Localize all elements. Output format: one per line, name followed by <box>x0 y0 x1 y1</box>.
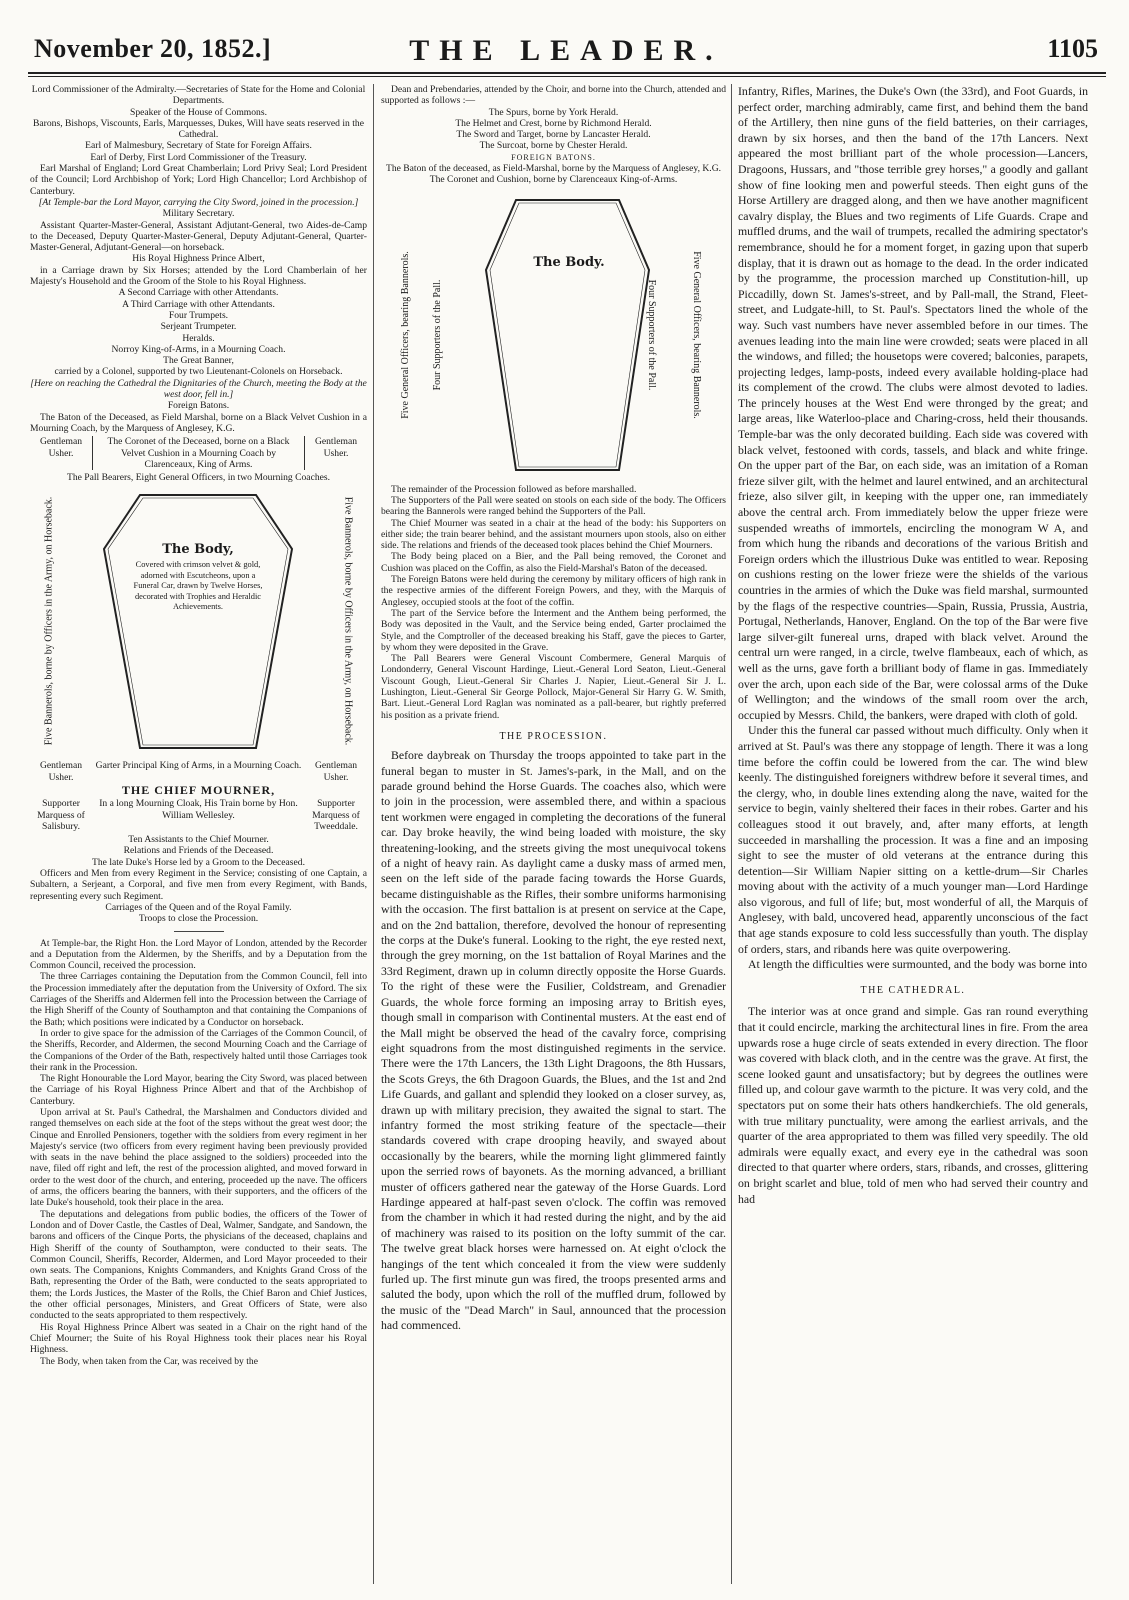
pall-supporters-right: Four Supporters of the Pall. <box>646 279 657 391</box>
coffin-description <box>521 254 617 273</box>
coffin-outline <box>30 489 367 754</box>
list-item: in a Carriage drawn by Six Horses; attended by the Lord Chamberlain of her Majesty's Household and the Groom of the Stole to his Royal Highness. <box>30 264 367 288</box>
list-item: Assistant Quarter-Master-General, Assistant Adjutant-General, two Aides-de-Camp to the Deceased, Deputy Quarter-Master-General, Deputy Adjutant-General, Quarter-Master-General, Adjutant-General—on horseback. <box>30 219 367 254</box>
dignitaries-note: [Here on reaching the Cathedral the Dignitaries of the Church, meeting the Body at the west door, fell in.] <box>30 377 367 401</box>
paragraph: The Pall Bearers were General Viscount Combermere, General Marquis of Londonderry, General Viscount Hardinge, Lieut.-General Lord Seaton, Lieut.-General Viscount Gough, Lieut.-General Sir Charles J. Napier, Lieut.-General Sir J. L. Lushington, Lieut.-General Sir George Pollock, Major-General Sir Harry G. W. Smith, Bart. Lieut.-General Lord Raglan was nominated as a pall-bearer, but rightly preferred his position as a private friend. <box>381 653 726 721</box>
list-item: Troops to close the Procession. <box>138 913 259 925</box>
list-item: The Surcoat, borne by Chester Herald. <box>479 140 628 152</box>
column-2 <box>381 84 726 1584</box>
list-item: Barons, Bishops, Viscounts, Earls, Marquesses, Dukes, Will have seats reserved in the Cathedral. <box>33 117 364 141</box>
list-item: Officers and Men from every Regiment in the Service; consisting of one Captain, a Subaltern, a Serjeant, a Corporal, and five men from every Regiment, with Bands, representing every such Regiment. <box>30 868 367 902</box>
list-item: The Baton of the deceased, as Field-Marshal, borne by the Marquess of Anglesey, K.G. <box>385 163 722 175</box>
coronet-group <box>30 436 367 470</box>
paragraph: The remainder of the Procession followed as before marshalled. <box>391 483 637 495</box>
issue-date: November 20, 1852.] <box>34 34 272 63</box>
column-1 <box>30 84 367 1584</box>
chief-mourner-group <box>30 798 367 832</box>
garter-group <box>30 760 367 783</box>
paragraph: The interior was at once grand and simple. Gas ran round everything that it could encircle, marking the architectural lines in fire. From the area upwards rose a huge circle of seats extended in every direction. The floor was covered with black cloth, and in the centre was the grave. At first, the scene looked gaunt and unsatisfactory; but by degrees the outlines were filled up, and colour gave warmth to the picture. It was very cold, and the spectators put on some their hats others handkerchiefs. The old generals, with true military punctuality, were among the earliest arrivals, and the quarter of the area appropriated to them was filled very speedily. The old admirals were equally exact, and every eye in the cathedral was soon directed to that quarter where orders, stars, ribands, and crosses, glittering on bright scarlet and blue, told of men who had served their country and had <box>738 1004 1088 1206</box>
list-item: The Sword and Target, borne by Lancaster Herald. <box>456 129 651 141</box>
list-item: Ten Assistants to the Chief Mourner. <box>128 834 269 846</box>
list-item: A Second Carriage with other Attendants. <box>118 287 279 299</box>
paragraph: At length the difficulties were surmounted, and the body was borne into <box>748 957 1088 972</box>
general-officers-left: Five General Officers, bearing Bannerols. <box>400 250 411 419</box>
paragraph: The deputations and delegations from public bodies, the officers of the Tower of London and of Dover Castle, the Castles of Deal, Walmer, Sandgate, and Sandown, the barons and officers of the Cinque Ports, the physicians of the deceased, chaplains and High Sheriff of the county of Southampton, were conducted to their seats. The Common Council, Sheriffs, Recorder, Aldermen, and Lord Mayor proceeded to their own seats. The Companions, Knights Commanders, and Knights Grand Cross of the Bath, representing the Order of the Bath, were conducted to the seats appropriated to them; the Lords Justices, the Master of the Rolls, the Chief Baron and Chief Justices, the other official personages, Ministers, and Great Officers of State, were also conducted to the seats appropriated to them respectively. <box>30 1208 367 1322</box>
page-header <box>26 34 1106 74</box>
list-item: Earl Marshal of England; Lord Great Chamberlain; Lord Privy Seal; Lord President of the Council; Lord Archbishop of York; Lord High Chancellor; Lord Archbishop of Canterbury. <box>30 163 367 197</box>
paragraph: Upon arrival at St. Paul's Cathedral, the Marshalmen and Conductors divided and ranged themselves on each side at the foot of the steps without the great west door; the Cinque and Enrolled Pensioners, together with the soldiers from every regiment in her Majesty's service (two officers from every regiment having been previously provided with seats in the nave behind the place assigned to the soldiers) proceeded into the nave, filed off right and left, the rest of the procession alighted, and moved forward in order to the west door of the church, and entering, proceeded up the nave. The officers of arms, the officers bearing the banners, with their supporters, and the officers of the late Duke's household, took their place in the area. <box>30 1107 367 1209</box>
column-divider <box>373 84 374 1584</box>
list-item: Lord Commissioner of the Admiralty.—Secretaries of State for the Home and Colonial Departments. <box>31 84 366 107</box>
list-item: Military Secretary. <box>162 208 235 220</box>
paragraph: Under this the funeral car passed without much difficulty. Only when it arrived at St. Paul's was there any stoppage of length. There it was a long time before the coffin could be lowered from the car. The wind blew keenly. The distinguished foreigners withdrew before it several times, and the clergy, who, in double lines extending along the nave, waited for the service to begin, vainly sheltered their faces in their robes. Garter and his colleagues stood it out bravely, and, after many efforts, at length succeeded in marshalling the procession. It was a fine and an imposing sight to see the muster of old veterans at the entrance during this detention—Sir William Napier sitting on a kettle-drum—Sir Charles moving about with the activity of a much younger man—Lord Hardinge also vigorous, and full of life; but, most wonderful of all, the Marquis of Anglesey, with bald, uncovered head, apparently unconscious of the fact that age stands exposure to cold less successfully than youth. The display of orders, stars, and ribands here was quite overpowering. <box>738 723 1088 956</box>
column-3 <box>738 84 1088 1584</box>
gentleman-usher-right: Gentleman Usher. <box>314 436 358 459</box>
list-item: The Spurs, borne by York Herald. <box>488 106 619 118</box>
supporter-left: Supporter Marquess of Salisbury. <box>37 798 85 832</box>
paragraph: The Body being placed on a Bier, and the Pall being removed, the Coronet and Cushion was placed on the Coffin, as also the Field-Marshal's Baton of the deceased. <box>381 551 726 574</box>
general-officers-right: Five General Officers, bearing Bannerols. <box>691 250 702 419</box>
list-item: The Great Banner, <box>163 355 234 367</box>
chief-mourner: In a long Mourning Cloak, His Train borne by Hon. William Wellesley. <box>99 798 298 821</box>
list-item: The Coronet and Cushion, borne by Clarenceaux King-of-Arms. <box>429 174 678 186</box>
masthead-title: THE LEADER. <box>409 34 723 67</box>
list-item: Heralds. <box>182 332 215 344</box>
list-item: A Third Carriage with other Attendants. <box>122 298 275 310</box>
supporter-right: Supporter Marquess of Tweeddale. <box>312 798 360 832</box>
cathedral-heading: THE CATHEDRAL. <box>860 984 966 996</box>
column-divider <box>731 84 732 1584</box>
coffin-diagram <box>30 489 367 754</box>
bannerols-left: Five Bannerols, borne by Officers in the Army, on Horseback. <box>43 497 55 746</box>
paragraph: Infantry, Rifles, Marines, the Duke's Own (the 33rd), and Foot Guards, in perfect order, marching admirably, came first, and behind them the band of the Artillery, then nine guns of the field batteries, on their carriages, drawn by six horses, and then the band of the 17th Lancers. Next appeared the most brilliant part of the whole procession—Lancers, Dragoons, Hussars, and "those terrible grey horses," a goodly and gallant show of fine looking men and powerful steeds. Then eight guns of the Horse Artillery are dragged along, and then we have another magnificent cavalry display, the Blues and two regiments of Life Guards. Crape and muffled drums, and the wail of trumpets, recalled the admiring spectator's remembrance, should he for a moment forget, in gazing upon that superb display, that it is drawn out as homage to the dead. In the order indicated by the programme, the procession marched up Constitution-hill, up Piccadilly, down St. James's-street, and by Pall-mall, the Strand, Fleet-street, and Ludgate-hill, to St. Paul's. Spectators lined the whole of the way. Such vast numbers have never assembled before in our times. The avenues leading into the main line were crowded; seats were placed in all the windows, and filled; the housetops were covered; balconies, parapets, projecting ledges, lamp-posts, indeed every available holding-place had its complement of the crowd. The clubs were almost devoted to ladies. The princely houses at the West End were thronged by the great; and large areas, like Waterloo-place and Charing-cross, held their thousands. Temple-bar was the only decorated building. Each side was covered with black velvet, festooned with cords, tassels, and black and white fringe. On the upper part of the Bar, on each side, was an imitation of a Roman frieze silver gilt, with the helmet and laurel entwined, and an architectural frieze, also silver gilt, in keeping with the upper one, ran immediately above the central arch. From immediately below the upper frieze were suspended wreaths of immortels, encircling the monogram W A, and from which hung the ribands and decorations of the various British and Foreign orders which the illustrious Duke was entitled to wear. Reposing on cushions resting on the lower frieze were the shields of the various countries in the armies of which the Duke was field marshal, surmounted by the flags of the respective countries—Spain, Russia, Prussia, Austria, Portugal, Netherlands, Hanover, England. On the top of the Bar were five large silver-gilt funereal urns, draped with black velvet. Around the central urn were ranged, in a circle, twelve flambeaux, each of which, as well as the urns, gave forth a brilliant body of flame in gas. Immediately over the arch, upon each side of the Bar, were colossal arms of the Duke of Wellington; and the windows of the small room over the arch, occupied by Messrs. Child, the bankers, were draped with cloth of gold. <box>738 84 1088 722</box>
coffin-text: Covered with crimson velvet & gold, adorned with Escutcheons, upon a Funeral Car, drawn by Twelve Horses, decorated with Trophies and Heraldic Achievements. <box>133 559 263 612</box>
coffin-description <box>130 542 266 613</box>
paragraph: Before daybreak on Thursday the troops appointed to take part in the funeral began to muster in St. James's-park, in the Mall, and on the parade ground behind the Horse Guards. The coaches also, which were to join in the procession, were assembled there, and within a spacious tent workmen were engaged in completing the decorations of the funeral car. Day broke heavily, the wind being loaded with moisture, the sky threatening-looking, and the streets giving the most unequivocal tokens of a night of heavy rain. As daylight came a dusky mass of armed men, seen on the left side of the parade facing towards the Horse Guards, became distinguishable as the Rifles, their sombre uniforms harmonising with the occasion. The first battalion is at present on service at the Cape, and on the 2nd battalion, therefore, devolved the honour of representing the corps at the Duke's funeral. Looking to the right, the eye rested next, through the grey morning, on the 1st battalion of Royal Marines and the 33rd Regiment, drawn up in column directly opposite the Horse Guards. To the right of these were the Fusilier, Coldstream, and Grenadier Guards, the whole force forming an imposing array to British eyes, though small in comparison with Continental musters. At the east end of the Mall might be observed the head of the cavalry force, comprising eight squadrons from the most distinguished regiments in the service. There were the 17th Lancers, the 13th Light Dragoons, the 8th Hussars, the Scots Greys, the 6th Dragoon Guards, the Blues, and the 1st and 2nd Life Guards, and gallant and splendid they looked on a closer survey, as, drawn up with military precision, they awaited the signal to start. The infantry formed the most striking feature of the spectacle—their standards covered with crape drooping heavily, and swayed about occasionally by the bearers, while the morning light glimmered faintly upon the serried rows of bayonets. As the morning advanced, a brilliant muster of officers gathered near the gateway of the Horse Guards. Lord Hardinge appeared at half-past seven o'clock. The coffin was removed from the chamber in which it had rested during the night, and by the aid of machinery was raised to its position on the lofty summit of the car. The twelve great black horses were harnessed on. At eight o'clock the hangings of the tent which concealed it from the view were suddenly furled up. The first minute gun was fired, the troops presented arms and saluted the body, upon which the roll of the muffled drum, followed by the music of the "Dead March" in Saul, announced that the procession had commenced. <box>381 748 726 1333</box>
paragraph: The three Carriages containing the Deputation from the Common Council, fell into the Procession immediately after the deputation from the University of Oxford. The six Carriages of the Sheriffs and Aldermen fell into the Procession between the Carriage of the High Sheriff of the County of Southampton and that containing the Companions of the Bath; which positions were indicated by a Conductor on horseback. <box>30 971 367 1028</box>
garter-king: Garter Principal King of Arms, in a Mourning Coach. <box>95 760 302 772</box>
list-item: The Helmet and Crest, borne by Richmond Herald. <box>455 117 652 129</box>
list-item: Foreign Batons. <box>167 400 230 412</box>
list-item: The late Duke's Horse led by a Groom to the Deceased. <box>92 856 305 868</box>
header-rule-thin <box>28 76 1106 77</box>
paragraph: His Royal Highness Prince Albert was seated in a Chair on the right hand of the Chief Mourner; the Suite of his Royal Highness took their places near his Royal Highness. <box>30 1321 367 1356</box>
header-rule <box>28 72 1106 74</box>
section-separator <box>174 931 224 932</box>
list-item: Four Trumpets. <box>168 309 229 321</box>
gentleman-usher-left: Gentleman Usher. <box>39 436 83 459</box>
paragraph: The Chief Mourner was seated in a chair at the head of the body: his Supporters on either side; the train bearer behind, and the assistant mourners upon stools, also on either side. The relations and friends of the deceased took places behind the Chief Mourners. <box>381 517 726 552</box>
paragraph: The Body, when taken from the Car, was received by the <box>40 1355 258 1367</box>
list-item: Earl of Derby, First Lord Commissioner of the Treasury. <box>90 151 307 163</box>
list-item: His Royal Highness Prince Albert, <box>132 253 265 265</box>
list-item: carried by a Colonel, supported by two Lieutenant-Colonels on Horseback. <box>54 366 343 378</box>
page-number: 1105 <box>1047 34 1098 63</box>
coffin-title: The Body. <box>533 254 605 270</box>
paragraph: In order to give space for the admission of the Carriages of the Common Council, of the Sheriffs, Recorder, and Aldermen, the second Mourning Coach and the Carriage of the Companions of the Order of the Bath, respectively halted until those Carriages took their rank in the Procession. <box>30 1027 367 1073</box>
gentleman-usher-right: Gentleman Usher. <box>314 760 358 783</box>
temple-bar-note: [At Temple-bar the Lord Mayor, carrying the City Sword, joined in the procession.] <box>38 196 359 208</box>
pall-supporters-left: Four Supporters of the Pall. <box>432 279 443 391</box>
list-item: The Baton of the Deceased, as Field Marshal, borne on a Black Velvet Cushion in a Mourning Coach, by the Marquess of Anglesey, K.G. <box>30 411 367 434</box>
coffin-title: The Body, <box>162 542 234 558</box>
coronet-bearer: The Coronet of the Deceased, borne on a Black Velvet Cushion in a Mourning Coach by Clarenceaux, King of Arms. <box>92 436 305 470</box>
list-item: Speaker of the House of Commons. <box>130 106 267 118</box>
paragraph: The part of the Service before the Interment and the Anthem being performed, the Body was deposited in the Vault, and the Service being ended, Garter proclaimed the Style, and the Comptroller of the deceased breaking his Staff, gave the pieces to Garter, by whom they were deposited in the Grave. <box>381 607 726 653</box>
paragraph: At Temple-bar, the Right Hon. the Lord Mayor of London, attended by the Recorder and a Deputation from the Aldermen, by the Sheriffs, and by a Deputation from the Common Council, received the procession. <box>30 937 367 972</box>
paragraph: The Foreign Batons were held during the ceremony by military officers of high rank in the respective armies of the different Foreign Powers, and they, with the Marquis of Anglesey, occupied stools at the foot of the coffin. <box>381 574 726 608</box>
gentleman-usher-left: Gentleman Usher. <box>39 760 83 783</box>
coffin-diagram-cathedral <box>381 190 726 480</box>
pall-bearers: The Pall Bearers, Eight General Officers, in two Mourning Coaches. <box>66 472 331 484</box>
bannerols-right: Five Bannerols, borne by Officers in the Army, on Horseback. <box>342 497 354 746</box>
foreign-batons-heading: FOREIGN BATONS. <box>511 152 596 162</box>
list-item: Norroy King-of-Arms, in a Mourning Coach. <box>111 343 286 355</box>
chief-mourner-heading: THE CHIEF MOURNER, <box>121 782 276 797</box>
paragraph: Dean and Prebendaries, attended by the Choir, and borne into the Church, attended and supported as follows :— <box>381 84 726 107</box>
list-item: Relations and Friends of the Deceased. <box>123 845 274 857</box>
list-item: Earl of Malmesbury, Secretary of State for Foreign Affairs. <box>85 140 312 152</box>
paragraph: The Supporters of the Pall were seated on stools on each side of the body. The Officers bearing the Bannerols were ranged behind the Supporters of the Pall. <box>381 494 726 518</box>
paragraph: The Right Honourable the Lord Mayor, bearing the City Sword, was placed between the Carriage of his Royal Highness Prince Albert and that of the Archbishop of Canterbury. <box>30 1073 367 1107</box>
procession-heading: THE PROCESSION. <box>499 730 608 742</box>
list-item: Carriages of the Queen and of the Royal Family. <box>105 901 292 913</box>
list-item: Serjeant Trumpeter. <box>160 321 237 333</box>
